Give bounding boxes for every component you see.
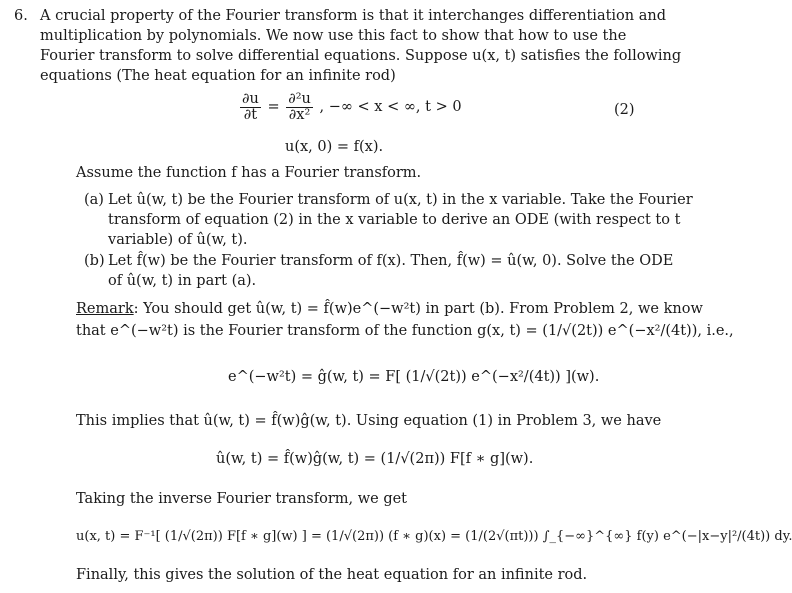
part-b-line-1: Let f̂(w) be the Fourier transform of f(x). Then, f̂(w) = û(w, 0). Solve the ODE [108,253,674,269]
part-a-line-1: Let û(w, t) be the Fourier transform of u(x, t) in the x variable. Take the Fourier [108,192,693,208]
intro-line-1: A crucial property of the Fourier transform is that it interchanges differentiation and [40,8,666,24]
part-a-label: (a) [84,192,104,208]
equation-label: (2) [614,102,635,118]
part-a-line-3: variable) of û(w, t). [108,232,248,248]
intro-line-2: multiplication by polynomials. We now use this fact to show that how to use the [40,28,627,44]
part-a-line-2: transform of equation (2) in the x variable to derive an ODE (with respect to t [108,212,681,228]
equation-solution: u(x, t) = F⁻¹[ (1/√(2π)) F[f ∗ g](w) ] = (1/√(2π)) (f ∗ g)(x) = (1/(2√(πt))) ∫_{−∞}^{∞} f(y) e^(−|x−y|²/(4t)) dy. [76,529,792,544]
remark-line-2: that e^(−w²t) is the Fourier transform of the function g(x, t) = (1/√(2t)) e^(−x²/(4t)), i.e., [76,323,734,339]
remark-line-1: Remark: You should get û(w, t) = f̂(w)e^(−w²t) in part (b). From Problem 2, we know [76,301,703,317]
part-b-line-2: of û(w, t) in part (a). [108,273,257,289]
intro-line-4: equations (The heat equation for an infinite rod) [40,68,396,84]
du-dt-fraction: $\frac{\partial u}{\partial t}$ [242,91,259,123]
taking-inverse-text: Taking the inverse Fourier transform, we get [76,491,408,507]
heat-equation: $\frac{\partial u}{\partial t}$ = $\frac{\text{∂²u}}{\text{∂x²}}$ , −∞ < x < ∞, t > 0 [242,91,462,123]
part-b-label: (b) [84,253,105,269]
equation-ghat: e^(−w²t) = ĝ(w, t) = F[ (1/√(2t)) e^(−x²/(4t)) ](w). [228,369,600,385]
initial-condition: u(x, 0) = f(x). [285,139,384,155]
remark-label: Remark [76,301,134,317]
finally-text: Finally, this gives the solution of the heat equation for an infinite rod. [76,567,588,583]
pde-domain: , −∞ < x < ∞, t > 0 [319,99,462,115]
equation-uhat: û(w, t) = f̂(w)ĝ(w, t) = (1/√(2π)) F[f ∗ g](w). [216,451,534,467]
implies-text: This implies that û(w, t) = f̂(w)ĝ(w, t). Using equation (1) in Problem 3, we have [76,413,662,429]
problem-number: 6. [14,8,28,24]
d2u-dx2-fraction: $\frac{\text{∂²u}}{\text{∂x²}}$ [288,91,311,123]
intro-line-3: Fourier transform to solve differential equations. Suppose u(x, t) satisfies the following [40,48,682,64]
assume-text: Assume the function f has a Fourier transform. [76,165,422,181]
